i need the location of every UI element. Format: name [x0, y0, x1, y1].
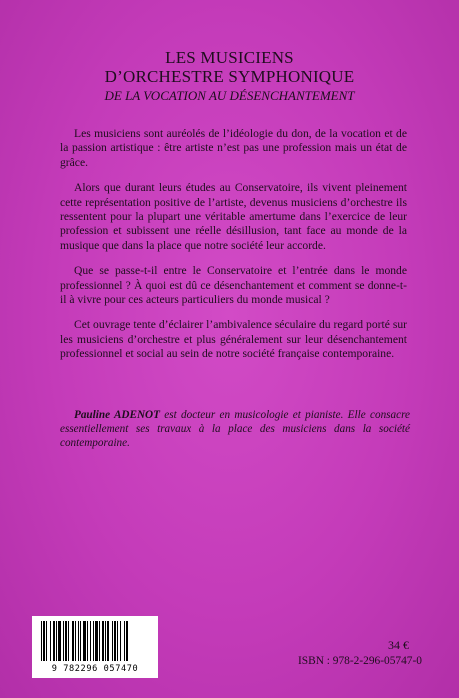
isbn: ISBN : 978-2-296-05747-0	[297, 655, 422, 667]
barcode-bar	[117, 621, 118, 661]
barcode-bar	[41, 621, 42, 661]
barcode-bar	[95, 621, 98, 661]
author-name: Pauline ADENOT	[74, 409, 160, 421]
barcode-bar	[43, 621, 45, 661]
price: 34 €	[388, 638, 409, 652]
barcode-bar	[72, 621, 74, 661]
barcode-bar	[126, 621, 128, 661]
barcode-bar	[120, 621, 121, 661]
barcode-bar	[124, 621, 125, 661]
barcode-digits: 9 782296 057470	[51, 664, 139, 674]
blurb-text	[60, 127, 407, 373]
barcode-bar	[80, 621, 81, 661]
title-line-2: D’ORCHESTRE SYMPHONIQUE	[104, 67, 355, 86]
blurb-paragraph-1: Les musiciens sont auréolés de l’idéologie du don, de la vocation et de la passion artistique : être artiste n’est pas une profession mais un état de grâce.	[60, 127, 407, 169]
barcode-bar	[46, 621, 47, 661]
blurb-paragraph-4: Cet ouvrage tente d’éclairer l’ambivalence séculaire du regard porté sur les musiciens d’orchestre et plus généralement sur leur désenchantement professionnel et social au sein de notre société française contemporaine.	[60, 318, 407, 361]
barcode-bar	[102, 621, 104, 661]
barcode-bar	[75, 621, 76, 661]
barcode-bar	[105, 621, 106, 661]
subtitle: DE LA VOCATION AU DÉSENCHANTEMENT	[104, 88, 355, 103]
barcode-bar	[63, 621, 64, 661]
cover-header	[0, 48, 459, 104]
author-bio	[60, 408, 410, 450]
barcode-bar	[93, 621, 94, 661]
barcode-bar	[107, 621, 109, 661]
barcode-bar	[58, 621, 61, 661]
barcode-bar	[87, 621, 88, 661]
barcode-bar	[90, 621, 91, 661]
barcode-bar	[56, 621, 57, 661]
barcode-bar	[112, 621, 113, 661]
title-line-1: LES MUSICIENS	[165, 48, 294, 67]
barcode-bars	[32, 616, 158, 664]
blurb-paragraph-2: Alors que durant leurs études au Conservatoire, ils vivent pleinement cette représentation positive de l’artiste, devenus musiciens d’orchestre ils ressentent pour la plupart une véritable amertume dans l’exercice de leur profession et subissent une réelle désillusion, tant face au monde de la musique que dans la place que notre société leur accorde.	[60, 181, 407, 252]
barcode-bar	[65, 621, 67, 661]
author-bio-text: est docteur en musicologie et pianiste. Elle consacre essentiellement ses travaux à la place des musiciens dans la société contemporaine.	[60, 409, 410, 449]
barcode	[32, 616, 158, 678]
blurb-paragraph-3: Que se passe-t-il entre le Conservatoire et l’entrée dans le monde professionnel ? À quoi est dû ce désenchantement et comment se donne-t-il à vivre pour ces acteurs particuliers du monde musical ?	[60, 264, 407, 307]
barcode-bar	[114, 621, 116, 661]
barcode-bar	[83, 621, 86, 661]
barcode-bar	[68, 621, 69, 661]
barcode-bar	[50, 621, 51, 661]
barcode-bar	[53, 621, 55, 661]
barcode-bar	[78, 621, 79, 661]
barcode-bar	[99, 621, 100, 661]
